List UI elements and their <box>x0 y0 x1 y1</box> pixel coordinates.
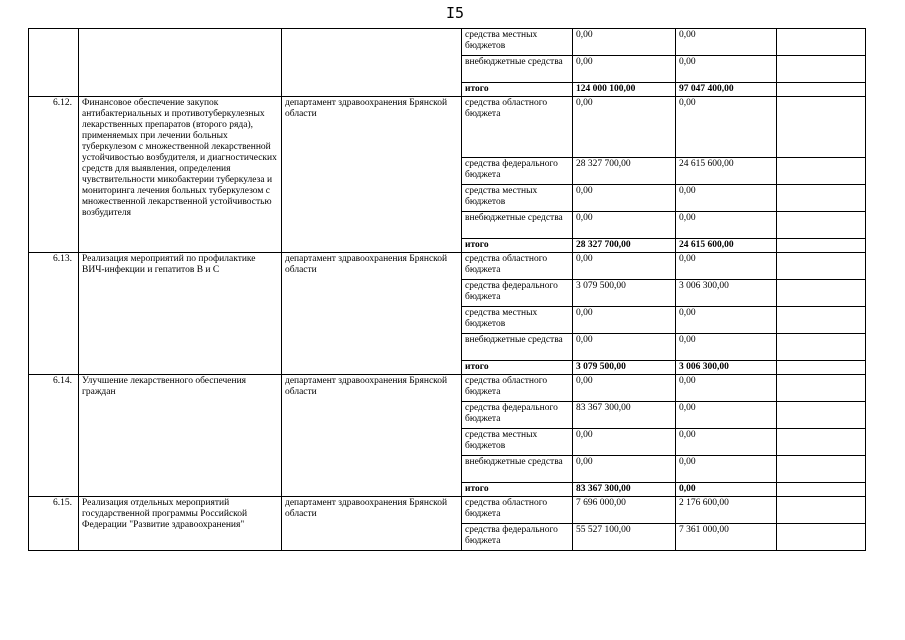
total-label: итого <box>462 483 573 497</box>
cell-empty <box>777 429 866 456</box>
cell-empty <box>777 212 866 239</box>
amount-cell: 0,00 <box>573 212 676 239</box>
source-extra-label: внебюджетные средства <box>462 212 573 239</box>
total-label: итого <box>462 83 573 97</box>
source-extra-label: внебюджетные средства <box>462 334 573 361</box>
source-regional-label: средства областного бюджета <box>462 253 573 280</box>
amount-cell: 0,00 <box>573 456 676 483</box>
cell-empty <box>777 524 866 551</box>
amount-cell: 0,00 <box>676 97 777 158</box>
amount-cell: 0,00 <box>676 402 777 429</box>
amount-cell: 0,00 <box>573 375 676 402</box>
amount-cell: 83 367 300,00 <box>573 402 676 429</box>
amount-cell: 0,00 <box>676 334 777 361</box>
cell-empty <box>777 97 866 158</box>
total-label: итого <box>462 239 573 253</box>
item-name: Улучшение лекарственного обеспечения граждан <box>79 375 282 497</box>
amount-cell: 28 327 700,00 <box>573 158 676 185</box>
amount-cell: 2 176 600,00 <box>676 497 777 524</box>
amount-cell: 0,00 <box>676 375 777 402</box>
cell-empty <box>777 375 866 402</box>
page-number: I5 <box>445 4 465 22</box>
amount-cell: 0,00 <box>573 185 676 212</box>
amount-cell: 0,00 <box>573 253 676 280</box>
cell-empty <box>79 29 282 97</box>
amount-cell: 0,00 <box>573 334 676 361</box>
source-federal-label: средства федерального бюджета <box>462 280 573 307</box>
source-local-label: средства местных бюджетов <box>462 185 573 212</box>
item-name: Финансовое обеспечение закупок антибактериальных и противотуберкулезных лекарственных препаратов (второго ряда), применяемых при лечении больных туберкулезом с множественной лекарственной устойчивостью возбудителя, и диагностических средств для выявления, определения чувствительности микобактерии туберкулеза и мониторинга лечения больных туберкулезом с множественной лекарственной устойчивостью возбудителя <box>79 97 282 253</box>
table-row <box>29 29 866 56</box>
source-local-label: средства местных бюджетов <box>462 307 573 334</box>
table-row <box>29 497 866 524</box>
amount-cell: 55 527 100,00 <box>573 524 676 551</box>
cell-empty <box>777 29 866 56</box>
total-amount: 124 000 100,00 <box>573 83 676 97</box>
cell-empty <box>777 497 866 524</box>
amount-cell: 0,00 <box>676 212 777 239</box>
item-number: 6.13. <box>29 253 79 375</box>
source-extra-label: внебюджетные средства <box>462 56 573 83</box>
item-executor: департамент здравоохранения Брянской области <box>282 253 462 375</box>
amount-cell: 3 079 500,00 <box>573 280 676 307</box>
total-amount: 97 047 400,00 <box>676 83 777 97</box>
item-executor: департамент здравоохранения Брянской области <box>282 375 462 497</box>
item-executor: департамент здравоохранения Брянской области <box>282 97 462 253</box>
cell-empty <box>777 83 866 97</box>
source-federal-label: средства федерального бюджета <box>462 158 573 185</box>
cell-empty <box>777 307 866 334</box>
amount-cell: 7 696 000,00 <box>573 497 676 524</box>
table-row <box>29 375 866 402</box>
cell-empty <box>777 280 866 307</box>
total-amount: 3 006 300,00 <box>676 361 777 375</box>
item-number: 6.14. <box>29 375 79 497</box>
item-number: 6.12. <box>29 97 79 253</box>
amount-cell: 0,00 <box>676 429 777 456</box>
amount-cell: 3 006 300,00 <box>676 280 777 307</box>
total-amount: 28 327 700,00 <box>573 239 676 253</box>
cell-empty <box>29 29 79 97</box>
amount-cell: 0,00 <box>573 307 676 334</box>
total-amount: 0,00 <box>676 483 777 497</box>
cell-empty <box>777 253 866 280</box>
cell-empty <box>777 185 866 212</box>
cell-empty <box>777 483 866 497</box>
table-row <box>29 253 866 280</box>
source-local-label: средства местных бюджетов <box>462 29 573 56</box>
total-amount: 3 079 500,00 <box>573 361 676 375</box>
amount-cell: 0,00 <box>676 307 777 334</box>
cell-empty <box>777 56 866 83</box>
source-federal-label: средства федерального бюджета <box>462 402 573 429</box>
cell-empty <box>282 29 462 97</box>
amount-cell: 0,00 <box>676 456 777 483</box>
table-row <box>29 97 866 158</box>
amount-cell: 0,00 <box>573 56 676 83</box>
source-extra-label: внебюджетные средства <box>462 456 573 483</box>
cell-empty <box>777 334 866 361</box>
amount-cell: 0,00 <box>676 29 777 56</box>
amount-cell: 0,00 <box>573 429 676 456</box>
amount-cell: 0,00 <box>676 253 777 280</box>
item-executor: департамент здравоохранения Брянской области <box>282 497 462 551</box>
total-label: итого <box>462 361 573 375</box>
source-regional-label: средства областного бюджета <box>462 497 573 524</box>
cell-empty <box>777 456 866 483</box>
amount-cell: 0,00 <box>573 29 676 56</box>
total-amount: 24 615 600,00 <box>676 239 777 253</box>
source-regional-label: средства областного бюджета <box>462 97 573 158</box>
cell-empty <box>777 239 866 253</box>
item-name: Реализация отдельных мероприятий государственной программы Российской Федерации "Развитие здравоохранения" <box>79 497 282 551</box>
item-name: Реализация мероприятий по профилактике ВИЧ-инфекции и гепатитов B и C <box>79 253 282 375</box>
amount-cell: 24 615 600,00 <box>676 158 777 185</box>
cell-empty <box>777 361 866 375</box>
funding-table <box>28 28 866 551</box>
cell-empty <box>777 402 866 429</box>
amount-cell: 0,00 <box>676 185 777 212</box>
cell-empty <box>777 158 866 185</box>
item-number: 6.15. <box>29 497 79 551</box>
total-amount: 83 367 300,00 <box>573 483 676 497</box>
amount-cell: 0,00 <box>676 56 777 83</box>
amount-cell: 7 361 000,00 <box>676 524 777 551</box>
amount-cell: 0,00 <box>573 97 676 158</box>
source-regional-label: средства областного бюджета <box>462 375 573 402</box>
source-federal-label: средства федерального бюджета <box>462 524 573 551</box>
source-local-label: средства местных бюджетов <box>462 429 573 456</box>
